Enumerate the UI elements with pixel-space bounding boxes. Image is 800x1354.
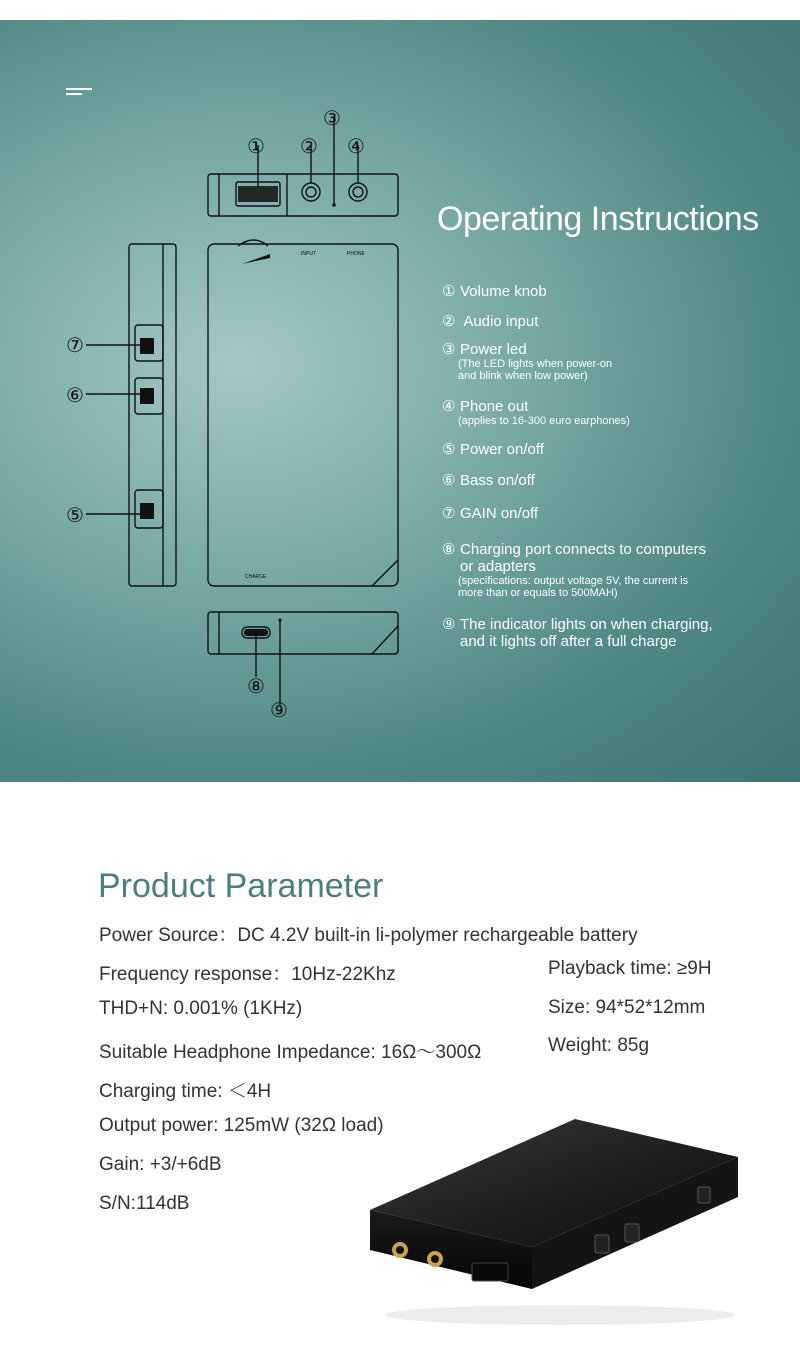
callout-4: ④: [347, 134, 365, 158]
param-impedance: Suitable Headphone Impedance: 16Ω～300Ω: [99, 1042, 482, 1063]
callout-8: ⑧: [247, 674, 265, 698]
front-view-outline: [208, 244, 398, 586]
audio-input-jack-icon: [302, 183, 320, 201]
phone-out-jack-icon: [349, 183, 367, 201]
operating-instructions-section: [0, 20, 800, 782]
param-frequency-response: Frequency response：10Hz-22Khz: [99, 964, 396, 985]
instruction-1: ① Volume knob: [442, 283, 547, 300]
callout-7: ⑦: [66, 333, 84, 357]
instruction-5: ⑤ Power on/off: [442, 441, 544, 458]
param-power-source: Power Source：DC 4.2V built-in li-polymer rechargeable battery: [99, 925, 638, 946]
product-photo: [360, 1117, 750, 1332]
svg-text:PHONE: PHONE: [347, 251, 365, 257]
bottom-view-outline: [208, 612, 398, 654]
callout-6: ⑥: [66, 383, 84, 407]
param-gain: Gain: +3/+6dB: [99, 1154, 222, 1175]
param-playback-time: Playback time: ≥9H: [548, 958, 712, 979]
svg-text:CHARGE: CHARGE: [245, 574, 267, 580]
callout-9: ⑨: [270, 698, 288, 722]
device-diagram: [0, 20, 430, 782]
instruction-8: ⑧ Charging port connects to computers or adapters (specifications: output voltage 5V, the current is more than or equals to 500MAH): [442, 541, 706, 599]
product-parameter-title: Product Parameter: [98, 867, 384, 905]
instruction-3: ③ Power led (The LED lights when power-on and blink when low power): [442, 341, 613, 382]
callout-1: ①: [247, 134, 265, 158]
instruction-4: ④ Phone out (applies to 16-300 euro earphones): [442, 398, 630, 427]
instruction-2: ② Audio input: [442, 313, 539, 330]
callout-3: ③: [323, 106, 341, 130]
callout-5: ⑤: [66, 503, 84, 527]
side-view-outline: [129, 244, 176, 586]
param-sn: S/N:114dB: [99, 1193, 190, 1214]
callout-2: ②: [300, 134, 318, 158]
param-weight: Weight: 85g: [548, 1035, 650, 1056]
param-size: Size: 94*52*12mm: [548, 997, 706, 1018]
param-output-power: Output power: 125mW (32Ω load): [99, 1115, 384, 1136]
instruction-7: ⑦ GAIN on/off: [442, 505, 539, 522]
instruction-9: ⑨ The indicator lights on when charging, and it lights off after a full charge: [442, 616, 713, 650]
operating-instructions-title: Operating Instructions: [437, 200, 759, 238]
param-charging-time: Charging time: ＜4H: [99, 1081, 272, 1102]
svg-text:INPUT: INPUT: [301, 251, 316, 257]
instruction-6: ⑥ Bass on/off: [442, 472, 535, 489]
param-thd: THD+N: 0.001% (1KHz): [99, 998, 303, 1019]
product-parameter-section: [0, 782, 800, 1354]
